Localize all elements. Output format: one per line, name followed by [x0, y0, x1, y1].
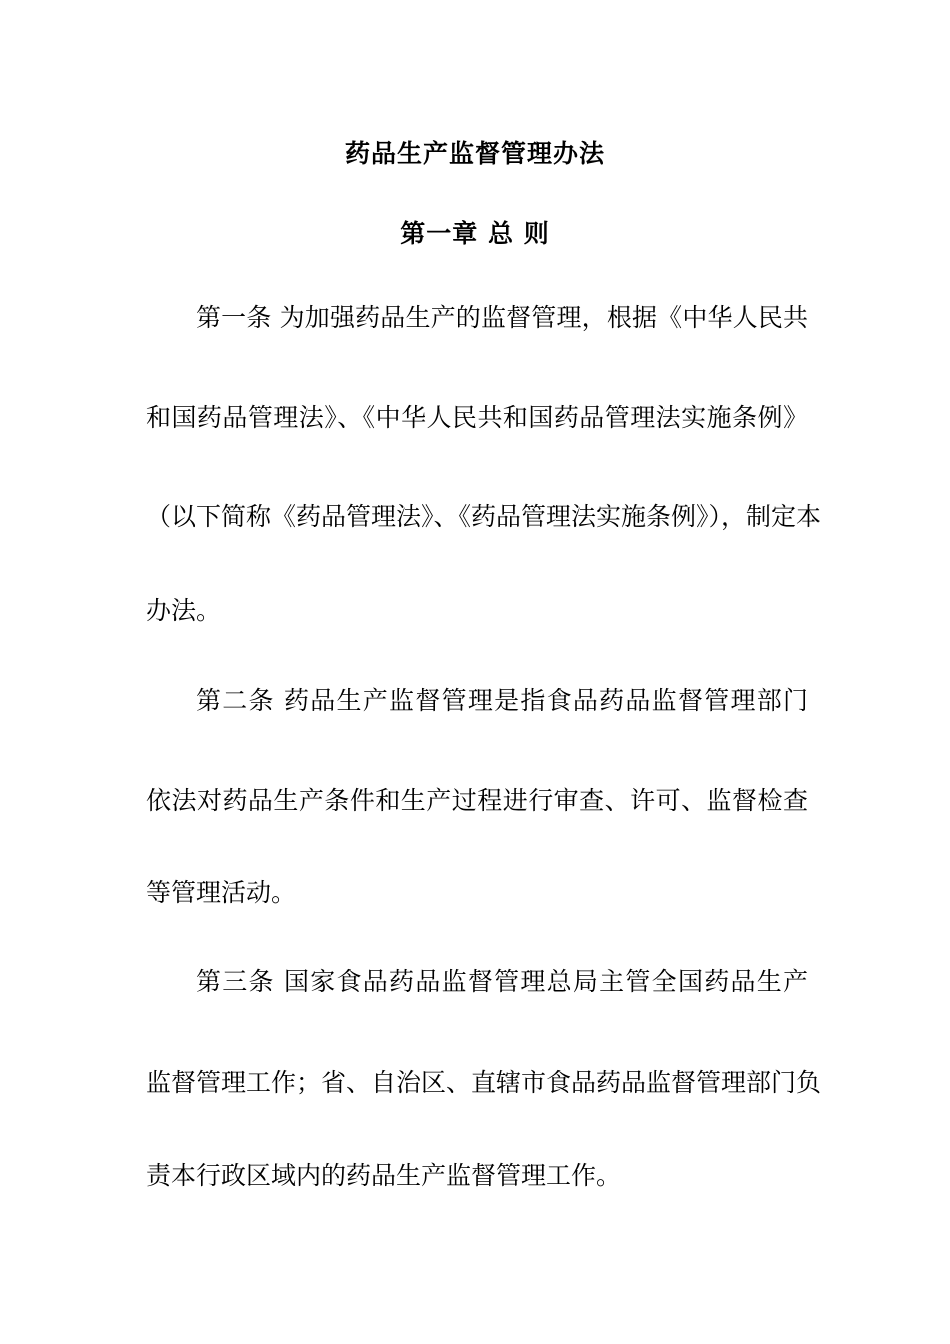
article-3-line-1: 第三条 国家食品药品监督管理总局主管全国药品生产: [196, 967, 808, 996]
article-1-line-2: 和国药品管理法》、《中华人民共和国药品管理法实施条例》: [146, 403, 808, 432]
article-1-line-1: 第一条 为加强药品生产的监督管理，根据《中华人民共: [196, 303, 808, 332]
document-title: 药品生产监督管理办法: [344, 139, 605, 168]
chapter-title: 第一章 总 则: [400, 219, 550, 248]
article-1-line-3: （以下简称《药品管理法》、《药品管理法实施条例》），制定本: [146, 502, 822, 531]
article-2-line-3: 等管理活动。: [146, 878, 297, 907]
article-1-line-4: 办法。: [146, 596, 222, 625]
article-3-line-3: 责本行政区域内的药品生产监督管理工作。: [146, 1161, 622, 1190]
article-3-line-2: 监督管理工作；省、自治区、直辖市食品药品监督管理部门负: [146, 1068, 822, 1097]
article-2-line-2: 依法对药品生产条件和生产过程进行审查、许可、监督检查: [146, 786, 808, 815]
article-2-line-1: 第二条 药品生产监督管理是指食品药品监督管理部门: [196, 686, 808, 715]
